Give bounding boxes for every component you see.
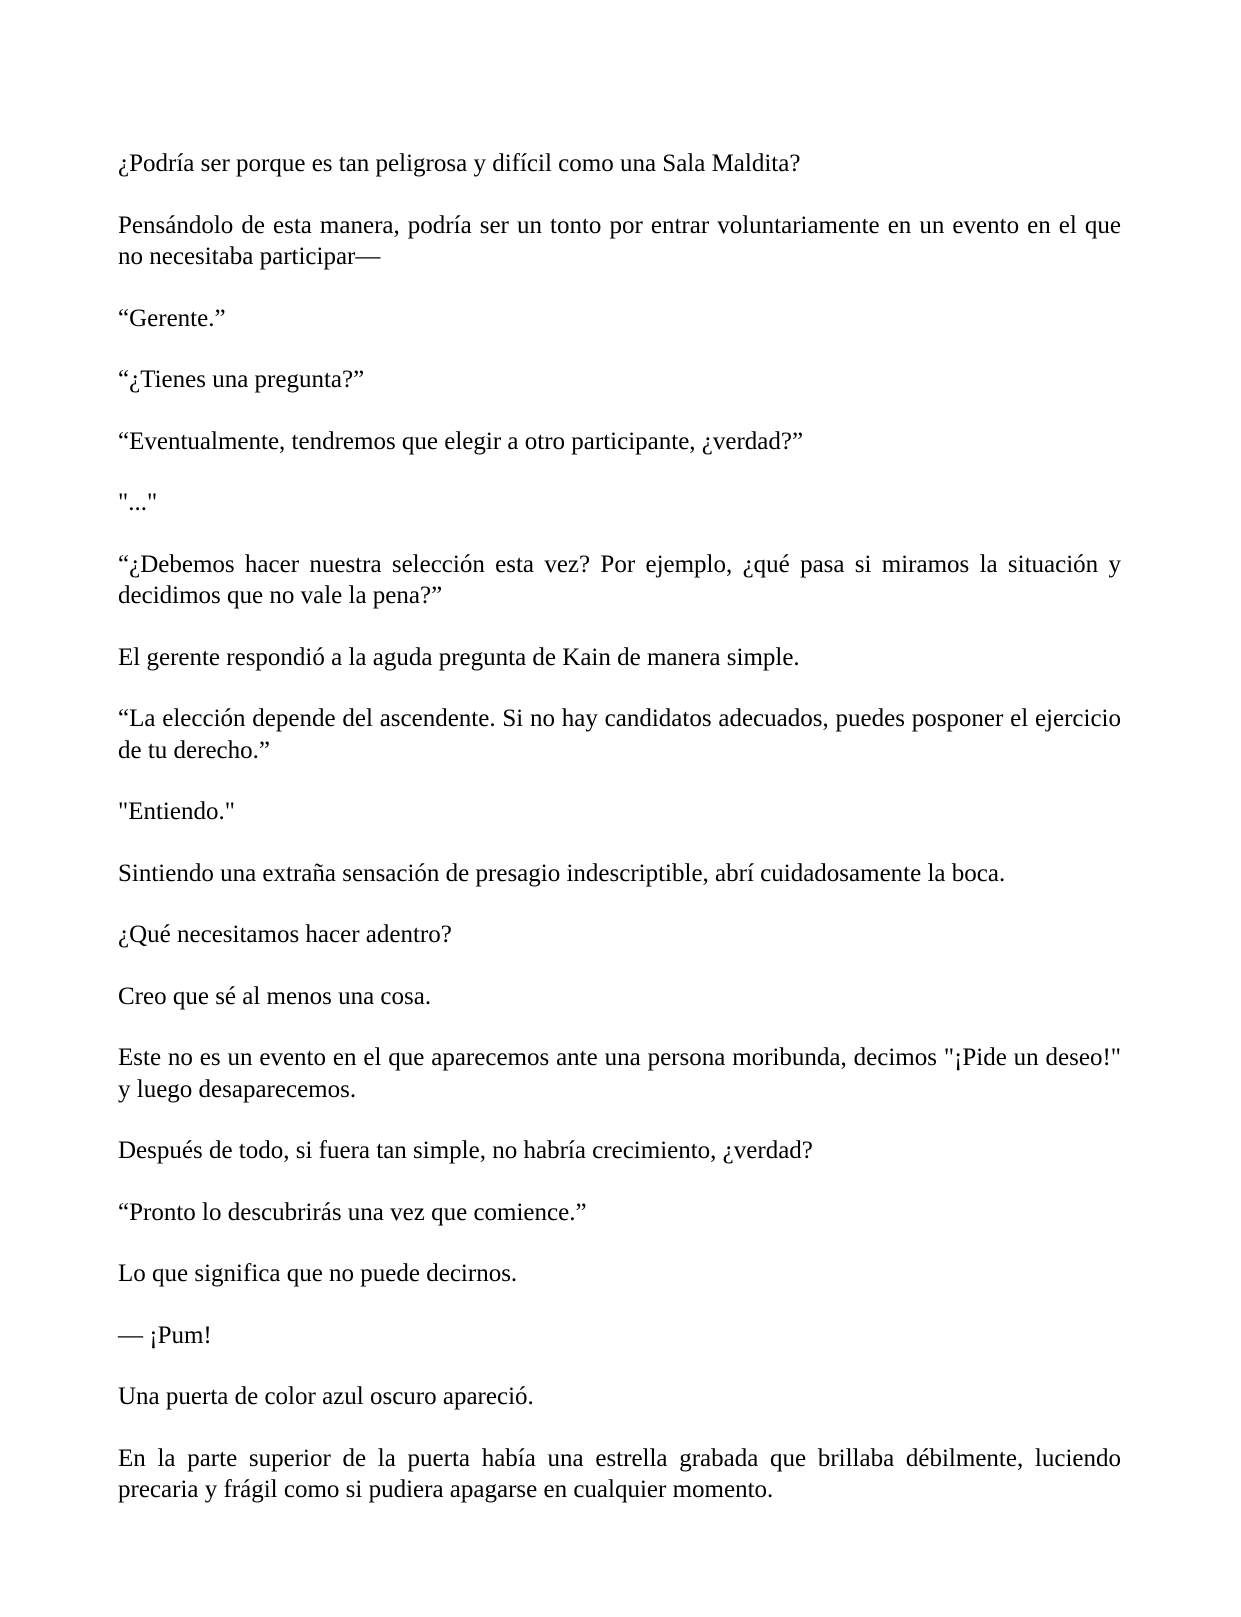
paragraph: "Entiendo." xyxy=(118,798,235,825)
paragraph: “Eventualmente, tendremos que elegir a otro participante, ¿verdad?” xyxy=(118,427,804,455)
paragraph: “¿Debemos hacer nuestra selección esta vez? Por ejemplo, ¿qué pasa si miramos la situación y decidimos que no vale la pena?” xyxy=(118,550,1121,609)
paragraph: “¿Tienes una pregunta?” xyxy=(118,366,365,393)
paragraph: “La elección depende del ascendente. Si no hay candidatos adecuados, puedes posponer el ejercicio de tu derecho.” xyxy=(118,705,1121,764)
paragraph: Después de todo, si fuera tan simple, no habría crecimiento, ¿verdad? xyxy=(118,1137,813,1164)
paragraph: Sintiendo una extraña sensación de presagio indescriptible, abrí cuidadosamente la boca. xyxy=(118,859,1006,887)
paragraph: El gerente respondió a la aguda pregunta de Kain de manera simple. xyxy=(118,643,800,671)
paragraph: Creo que sé al menos una cosa. xyxy=(118,982,432,1010)
paragraph: ¿Qué necesitamos hacer adentro? xyxy=(118,921,452,948)
paragraph: “Pronto lo descubrirás una vez que comience.” xyxy=(118,1198,587,1226)
paragraph: “Gerente.” xyxy=(118,304,226,332)
paragraph: Una puerta de color azul oscuro apareció. xyxy=(118,1383,534,1410)
paragraph: Este no es un evento en el que aparecemos ante una persona moribunda, decimos "¡Pide un deseo!" y luego desaparecemos. xyxy=(118,1044,1121,1103)
paragraph: ¿Podría ser porque es tan peligrosa y difícil como una Sala Maldita? xyxy=(118,150,801,177)
paragraph: "..." xyxy=(118,489,158,516)
paragraph: Lo que significa que no puede decirnos. xyxy=(118,1260,518,1287)
paragraph: En la parte superior de la puerta había una estrella grabada que brillaba débilmente, luciendo precaria y frágil como si pudiera apagarse en cualquier momento. xyxy=(118,1444,1121,1503)
paragraph: Pensándolo de esta manera, podría ser un tonto por entrar voluntariamente en un evento en el que no necesitaba participar— xyxy=(118,211,1121,270)
paragraph: — ¡Pum! xyxy=(118,1321,212,1349)
